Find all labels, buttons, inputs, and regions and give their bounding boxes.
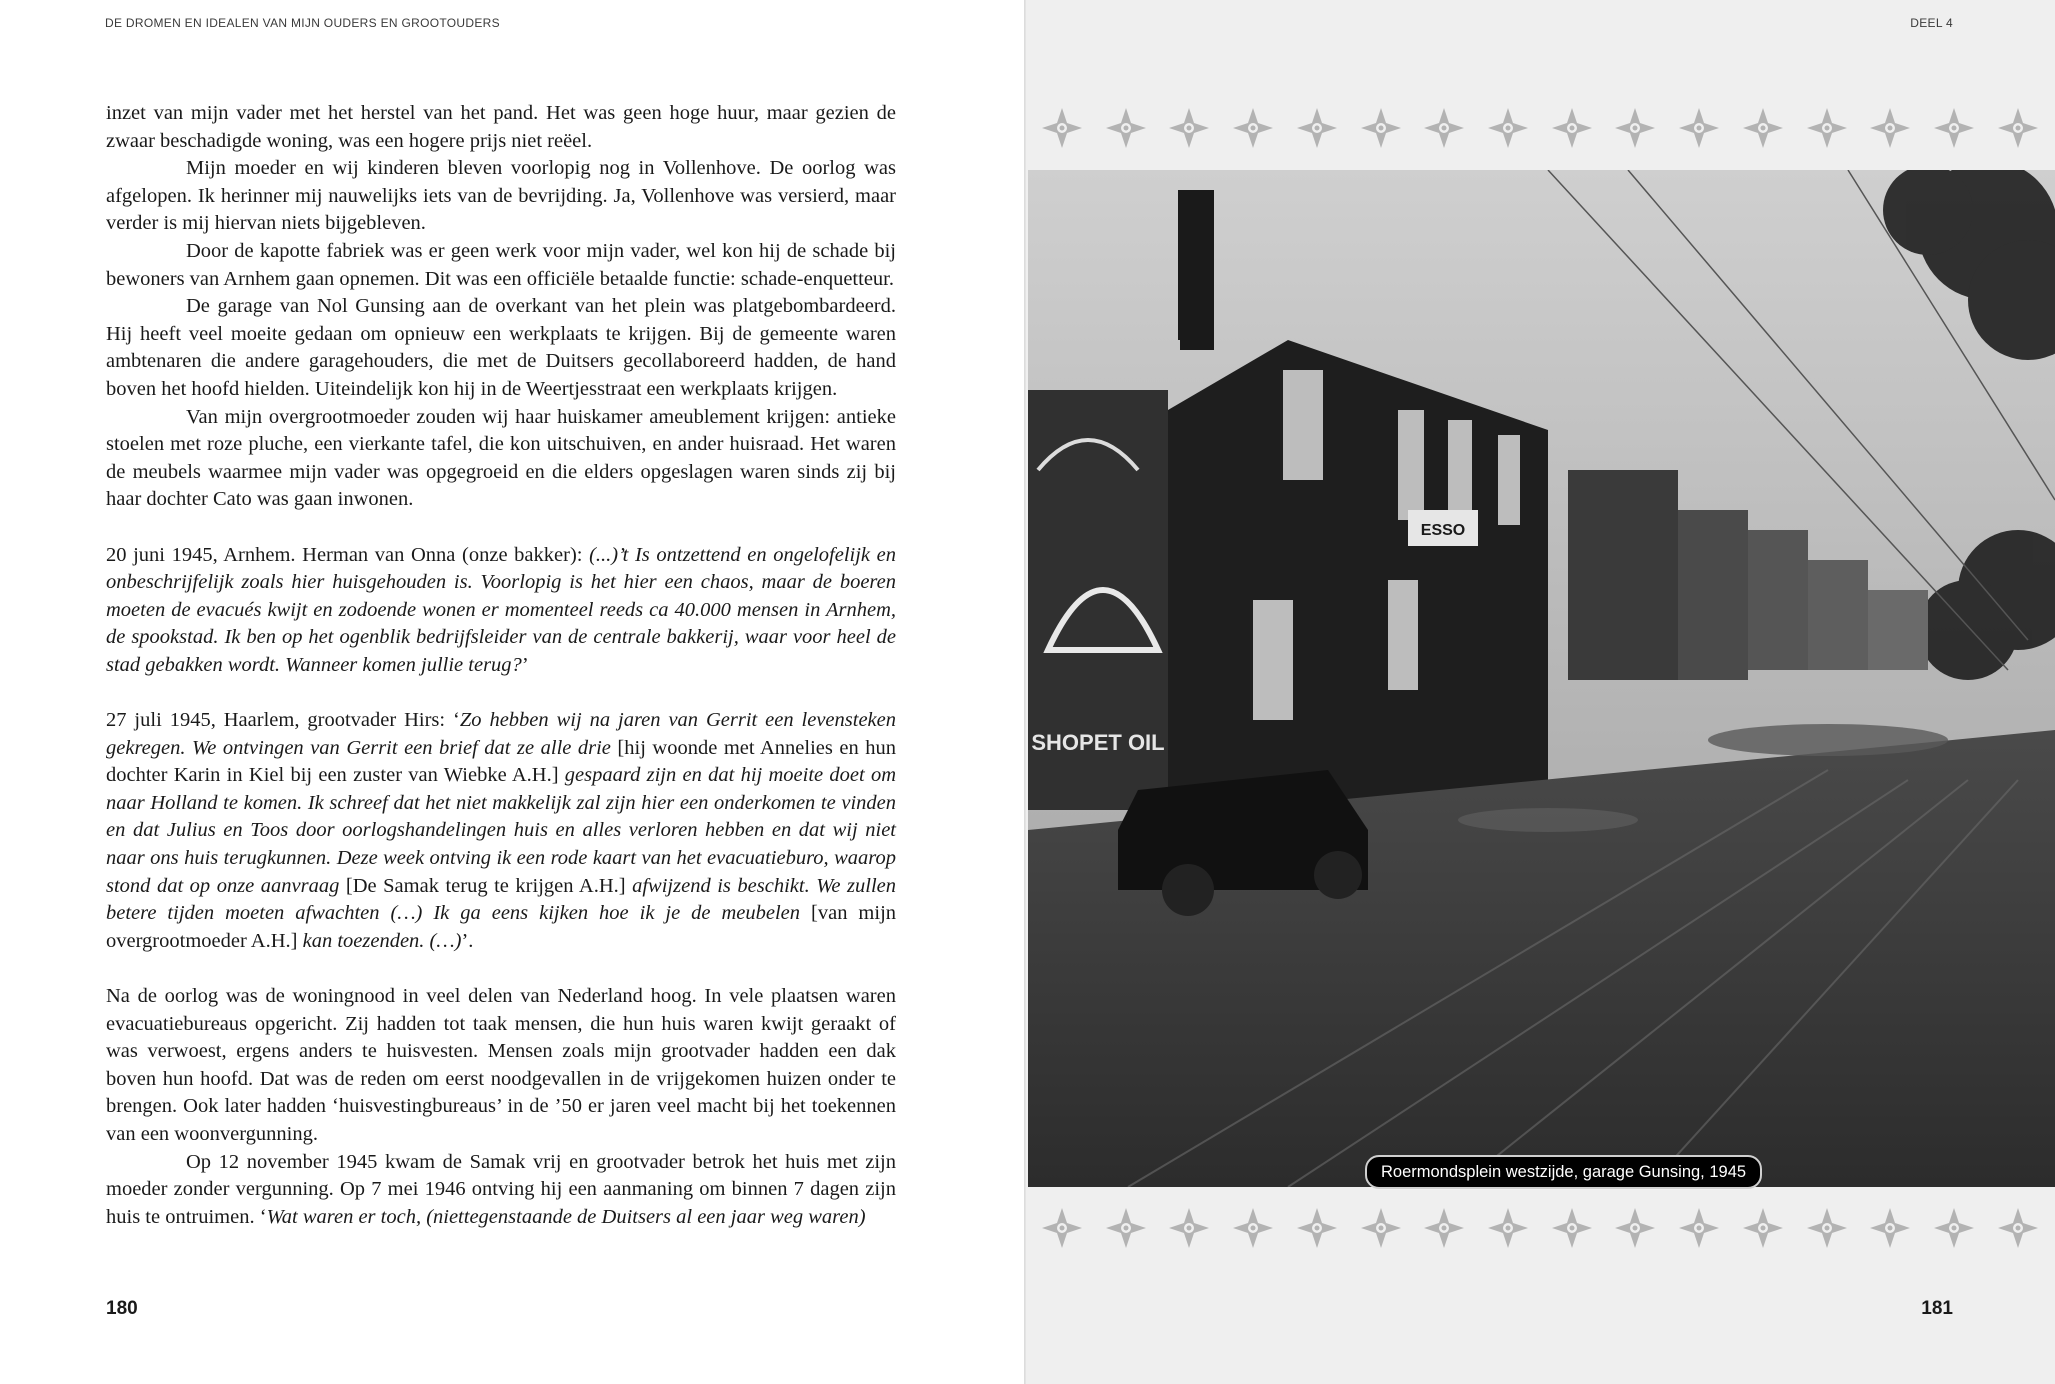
historic-photo-ruined-street [1028, 170, 2055, 1187]
text-run: 27 juli 1945, Haarlem, grootvader Hirs: ‘ [106, 709, 460, 732]
ornament-motif-icon [1613, 106, 1657, 150]
ornament-motif-icon [1996, 106, 2040, 150]
text-run: [hij woonde met Annelies en hun dochter Karin in Kiel bij een zuster van Wiebke A.H.] [106, 736, 896, 787]
text-run: ’. [461, 929, 474, 952]
ornament-motif-icon [1805, 106, 1849, 150]
text-run: inzet van mijn vader met het herstel van het pand. Het was geen hoge huur, maar gezien de zwaar beschadigde woning, was een hogere prijs niet reëel. [106, 102, 896, 152]
quote-italic: Wat waren er toch, (niettegenstaande de Duitsers al een jaar weg waren) [266, 1205, 866, 1228]
ornament-motif-icon [1996, 1206, 2040, 1250]
text-run: [De Samak terug te krijgen A.H.] [339, 874, 633, 897]
ornament-border-top [1040, 106, 2040, 150]
ornament-motif-icon [1550, 1206, 1594, 1250]
text-run: Van mijn overgrootmoeder zouden wij haar huiskamer ameublement krijgen: antieke stoelen met roze pluche, een vierkante tafel, die kon uitschuiven, en ander huisraad. Het waren de meubels waarmee mijn vader was opgegroeid en die elders opgeslagen waren sinds zij bij haar dochter Cato was gaan inwonen. [106, 405, 896, 511]
photo-sign-esso: ESSO [1420, 522, 1466, 539]
ornament-motif-icon [1805, 1206, 1849, 1250]
ruined-street-illustration [1028, 170, 2055, 1187]
body-text [106, 100, 896, 1231]
ornament-motif-icon [1422, 1206, 1466, 1250]
ornament-motif-icon [1295, 106, 1339, 150]
ornament-motif-icon [1486, 106, 1530, 150]
quote-italic: kan toezenden. (…) [302, 929, 462, 952]
photo-sign-oil: SHOPET OIL [1031, 730, 1165, 755]
ornament-motif-icon [1677, 1206, 1721, 1250]
ornament-motif-icon [1550, 106, 1594, 150]
ornament-motif-icon [1167, 1206, 1211, 1250]
ornament-motif-icon [1167, 106, 1211, 150]
ornament-motif-icon [1613, 1206, 1657, 1250]
page-number-right: 181 [1921, 1298, 1953, 1319]
photo-caption: Roermondsplein westzijde, garage Gunsing, 1945 [1365, 1155, 1762, 1189]
ornament-motif-icon [1868, 106, 1912, 150]
ornament-motif-icon [1741, 1206, 1785, 1250]
running-head-right: DEEL 4 [1910, 16, 1953, 30]
letter-quote-grootvader-hirs [106, 707, 896, 955]
running-head-left: DE DROMEN EN IDEALEN VAN MIJN OUDERS EN GROOTOUDERS [105, 16, 500, 30]
paragraph-2 [106, 155, 896, 238]
ornament-motif-icon [1868, 1206, 1912, 1250]
ornament-motif-icon [1295, 1206, 1339, 1250]
ornament-motif-icon [1486, 1206, 1530, 1250]
ornament-motif-icon [1231, 106, 1275, 150]
text-run: De garage van Nol Gunsing aan de overkant van het plein was platgebombardeerd. Hij heeft veel moeite gedaan om opnieuw een werkplaats te krijgen. Bij de gemeente waren ambtenaren die andere garagehouders, die met de Duitsers gecollaboreerd hadden, de hand boven het hoofd hielden. Uiteindelijk kon hij in de Weertjesstraat een werkplaats krijgen. [106, 295, 896, 400]
ornament-motif-icon [1932, 106, 1976, 150]
text-run: Mijn moeder en wij kinderen bleven voorlopig nog in Vollenhove. De oorlog was afgelopen. Ik herinner mij nauwelijks iets van de bevrijding. Ja, Vollenhove was versierd, maar verder is mij hiervan niets bijgebleven. [106, 157, 896, 235]
quote-italic: Zo hebben wij na jaren van Gerrit een levensteken gekregen. We ontvingen van Gerrit een brief dat ze alle drie [106, 709, 897, 759]
letter-quote-herman-van-onna [106, 542, 896, 680]
ornament-motif-icon [1104, 106, 1148, 150]
paragraph-samak [106, 1149, 896, 1232]
quote-italic: (...)’t Is ontzettend en ongelofelijk en onbeschrijfelijk zoals hier huisgehouden is. Voorlopig is het hier een chaos, maar de boeren moeten de evacués kwijt en zodoende wonen er momenteel reeds ca 40.000 mensen in Arnhem, de spookstad. Ik ben op het ogenblik bedrijfsleider van de centrale bakkerij, waar voor heel de stad gebakken wordt. Wanneer komen jullie terug? [106, 543, 896, 676]
ornament-motif-icon [1040, 106, 1084, 150]
text-run: Door de kapotte fabriek was er geen werk voor mijn vader, wel kon hij de schade bij bewoners van Arnhem gaan opnemen. Dit was een officiële betaalde functie: schade-enquetteur. [106, 239, 896, 290]
ornament-motif-icon [1040, 1206, 1084, 1250]
ornament-motif-icon [1359, 106, 1403, 150]
ornament-motif-icon [1359, 1206, 1403, 1250]
paragraph-4 [106, 293, 896, 403]
paragraph-1 [106, 100, 896, 155]
text-run: [van mijn overgrootmoeder A.H.] [106, 902, 897, 952]
quote-italic: gespaard zijn en dat hij moeite doet om naar Holland te komen. Ik schreef dat het niet makkelijk zal zijn hier een onderkomen te vinden en dat Julius en Toos door oorlogshandelingen huis en alles verloren hebben en dat wij niet naar ons huis terugkunnen. Deze week ontving ik een rode kaart van het evacuatieburo, waarop stond dat op onze aanvraag [106, 764, 896, 897]
ornament-motif-icon [1422, 106, 1466, 150]
text-run: Na de oorlog was de woningnood in veel delen van Nederland hoog. In vele plaatsen waren evacuatiebureaus opgericht. Zij hadden tot taak mensen, die hun huis waren kwijt geraakt of was verwoest, ergens anders te huisvesten. Mensen zoals mijn grootvader hadden een dak boven hun hoofd. Dat was de reden om eerst noodgevallen in de vrijgekomen huizen onder te brengen. Ook later hadden ‘huisvestingbureaus’ in de ’50 er jaren veel macht bij het toekennen van een woonvergunning. [106, 985, 896, 1145]
paragraph-3 [106, 238, 896, 293]
paragraph-5 [106, 404, 896, 514]
quote-italic: afwijzend is beschikt. We zullen betere tijden moeten afwachten (…) Ik ga eens kijken hoe ik je de meubelen [106, 874, 897, 925]
ornament-border-bottom [1040, 1206, 2040, 1250]
ornament-motif-icon [1677, 106, 1721, 150]
ornament-motif-icon [1231, 1206, 1275, 1250]
left-page [0, 0, 1026, 1384]
text-run: Op 12 november 1945 kwam de Samak vrij en grootvader betrok het huis met zijn moeder zonder vergunning. Op 7 mei 1946 ontving hij een aanmaning om binnen 7 dagen zijn huis te ontruimen. ‘ [106, 1150, 896, 1228]
page-number-left: 180 [106, 1298, 138, 1319]
text-run: 20 juni 1945, Arnhem. Herman van Onna (onze bakker): [106, 543, 590, 566]
ornament-motif-icon [1932, 1206, 1976, 1250]
text-run: ’ [521, 653, 529, 676]
ornament-motif-icon [1741, 106, 1785, 150]
ornament-motif-icon [1104, 1206, 1148, 1250]
paragraph-woningnood [106, 983, 896, 1149]
